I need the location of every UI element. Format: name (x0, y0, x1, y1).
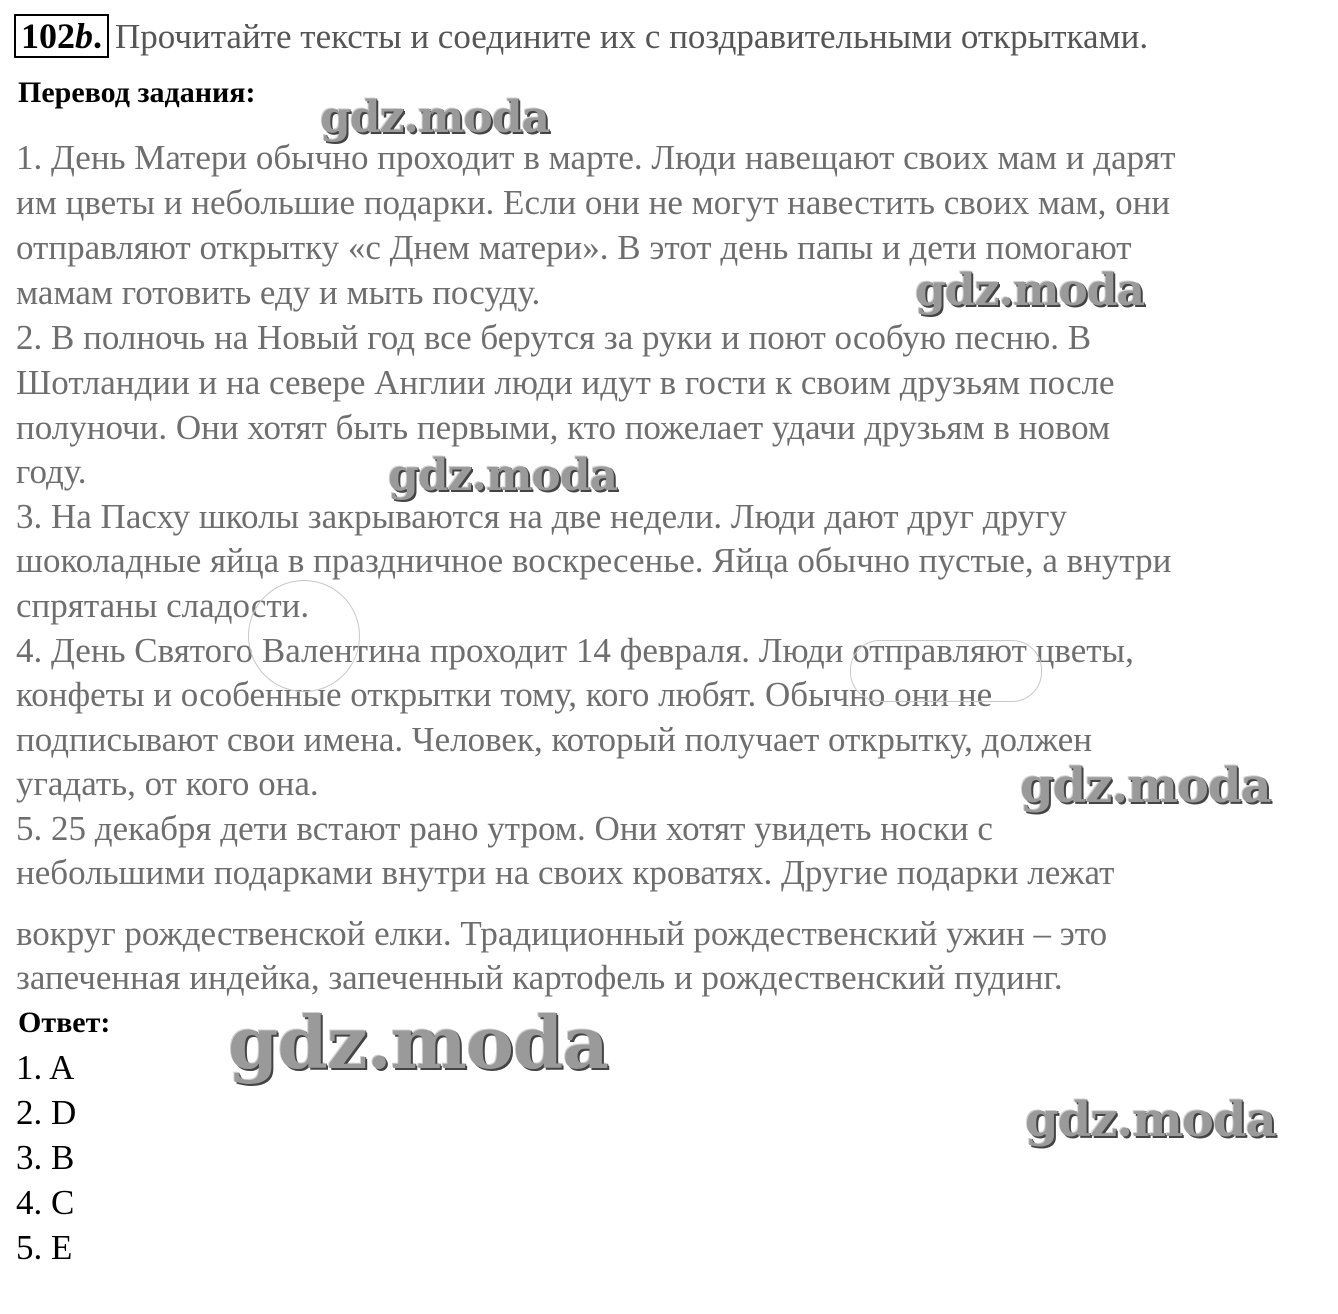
answer-item: 4. C (16, 1183, 75, 1222)
text-line: подписывают свои имена. Человек, который получает открытку, должен (16, 720, 1092, 759)
text-line: конфеты и особенные открытки тому, кого любят. Обычно они не (16, 675, 993, 714)
watermark-logo: gdz.moda (1025, 1092, 1276, 1148)
text-line: полуночи. Они хотят быть первыми, кто пожелает удачи друзьям в новом (16, 408, 1111, 447)
answer-item: 1. A (16, 1048, 75, 1087)
text-line: небольшими подарками внутри на своих кроватях. Другие подарки лежат (16, 853, 1115, 892)
text-line: запеченная индейка, запеченный картофель и рождественский пудинг. (16, 958, 1063, 997)
watermark-logo: gdz.moda (228, 1000, 608, 1085)
translation-heading: Перевод задания: (18, 76, 256, 109)
text-line: 5. 25 декабря дети встают рано утром. Они хотят увидеть носки с (16, 809, 993, 848)
text-line: им цветы и небольшие подарки. Если они не могут навестить своих мам, они (16, 183, 1171, 222)
exercise-instruction: Прочитайте тексты и соедините их с поздравительными открытками. (115, 17, 1149, 56)
watermark-logo: gdz.moda (1020, 758, 1271, 814)
text-line: Шотландии и на севере Англии люди идут в гости к своим друзьям после (16, 363, 1115, 402)
answer-item: 5. E (16, 1228, 73, 1267)
exercise-header (14, 14, 1148, 58)
exercise-dot: . (93, 16, 102, 56)
answer-item: 2. D (16, 1093, 77, 1132)
text-line: 3. На Пасху школы закрываются на две недели. Люди дают друг другу (16, 497, 1067, 536)
text-line: 4. День Святого Валентина проходит 14 февраля. Люди отправляют цветы, (16, 631, 1134, 670)
exercise-letter: b (75, 16, 93, 56)
watermark-logo: gdz.moda (915, 265, 1145, 316)
text-line: угадать, от кого она. (16, 764, 319, 803)
text-line: 2. В полночь на Новый год все берутся за руки и поют особую песню. В (16, 318, 1092, 357)
exercise-number: 102 (21, 16, 75, 56)
watermark-logo: gdz.moda (388, 450, 618, 501)
text-line: отправляют открытку «с Днем матери». В этот день папы и дети помогают (16, 228, 1132, 267)
exercise-number-box (14, 14, 109, 58)
answer-heading: Ответ: (18, 1006, 111, 1039)
text-line: 1. День Матери обычно проходит в марте. Люди навещают своих мам и дарят (16, 138, 1176, 177)
text-line: вокруг рождественской елки. Традиционный рождественский ужин – это (16, 914, 1108, 953)
text-line: спрятаны сладости. (16, 586, 310, 625)
text-line: мамам готовить еду и мыть посуду. (16, 273, 541, 312)
watermark-logo: gdz.moda (320, 92, 550, 143)
answer-item: 3. B (16, 1138, 75, 1177)
text-line: шоколадные яйца в праздничное воскресенье. Яйца обычно пустые, а внутри (16, 541, 1172, 580)
text-line: году. (16, 452, 87, 491)
